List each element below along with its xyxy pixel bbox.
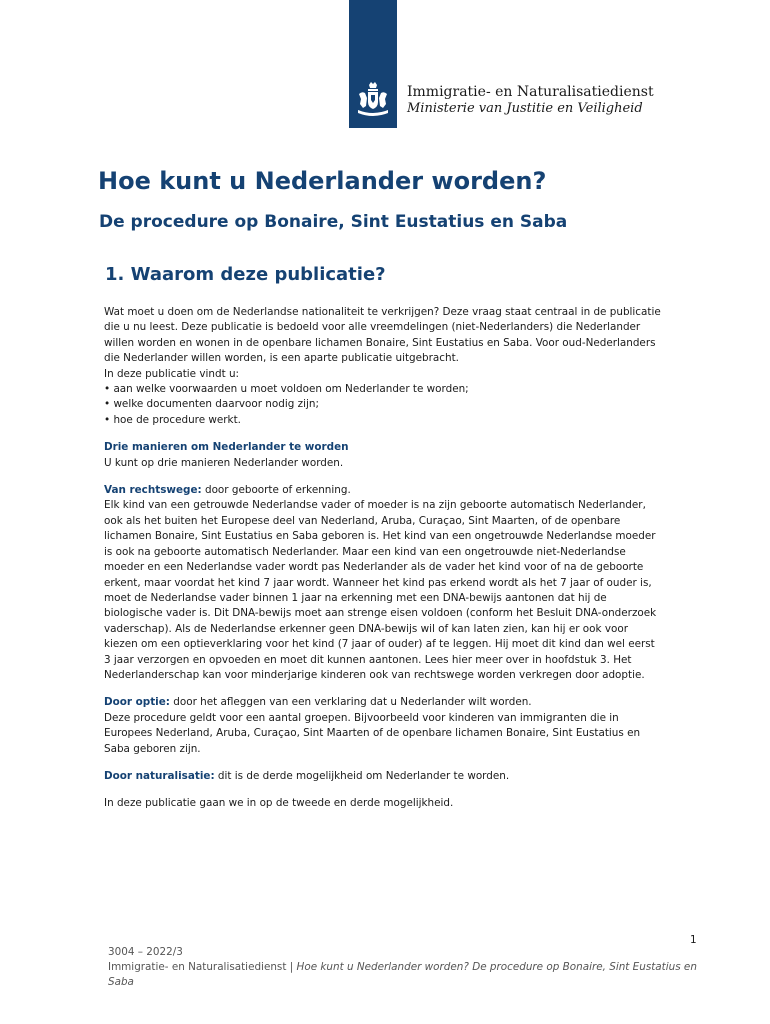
by-naturalisation-lead bbox=[104, 769, 664, 784]
footer-line bbox=[108, 960, 708, 990]
by-option-paragraph: Deze procedure geldt voor een aantal groepen. Bijvoorbeeld voor kinderen van immigranten die in Europees Nederland, Aruba, Curaçao, Sint Maarten of de openbare lichamen Bonaire, Sint Eustatius en Saba geboren zijn. bbox=[104, 711, 641, 755]
ministry-name: Ministerie van Justitie en Veiligheid bbox=[407, 101, 643, 116]
list-item: • hoe de procedure werkt. bbox=[104, 413, 664, 428]
page-footer bbox=[108, 945, 708, 990]
intro-list-lead: In deze publicatie vindt u: bbox=[104, 367, 240, 380]
organisation-block bbox=[407, 84, 654, 117]
closing-paragraph: In deze publicatie gaan we in op de tweede en derde mogelijkheid. bbox=[104, 797, 454, 810]
page-number: 1 bbox=[690, 934, 697, 946]
three-ways-heading: Drie manieren om Nederlander te worden bbox=[104, 441, 349, 454]
page-title: Hoe kunt u Nederlander worden? bbox=[98, 167, 547, 195]
dutch-coat-of-arms-icon bbox=[353, 80, 393, 120]
page-subtitle: De procedure op Bonaire, Sint Eustatius en Saba bbox=[99, 212, 568, 232]
footer-org: Immigratie- en Naturalisatiedienst | bbox=[108, 961, 297, 973]
logo-band bbox=[349, 0, 397, 128]
intro-bullet-list bbox=[104, 382, 664, 428]
by-option-lead-text: door het afleggen van een verklaring dat u Nederlander wilt worden. bbox=[169, 696, 532, 709]
footer-code: 3004 – 2022/3 bbox=[108, 946, 183, 958]
section-heading: 1. Waarom deze publicatie? bbox=[105, 264, 386, 285]
by-naturalisation-lead-text: dit is de derde mogelijkheid om Nederlander te worden. bbox=[214, 769, 510, 782]
list-item: • aan welke voorwaarden u moet voldoen om Nederlander te worden; bbox=[104, 382, 664, 397]
intro-paragraph: Wat moet u doen om de Nederlandse nationaliteit te verkrijgen? Deze vraag staat centraal in de publicatie die u nu leest. Deze publicatie is bedoeld voor alle vreemdelingen (niet-Nederlanders) die Nederlander willen worden en wonen in de openbare lichamen Bonaire, Sint Eustatius en Saba. Voor oud-Nederlanders die Nederlander willen worden, is een aparte publicatie uitgebracht. bbox=[104, 306, 661, 365]
by-law-lead-text: door geboorte of erkenning. bbox=[201, 484, 351, 497]
footer-doc-title: Hoe kunt u Nederlander worden? De procedure op Bonaire, Sint Eustatius en Saba bbox=[108, 961, 697, 988]
by-option-lead bbox=[104, 695, 664, 710]
document-body bbox=[104, 305, 664, 812]
by-law-lead bbox=[104, 483, 664, 498]
three-ways-text: U kunt op drie manieren Nederlander worden. bbox=[104, 456, 344, 469]
by-law-label: Van rechtswege: bbox=[104, 484, 202, 497]
list-item: • welke documenten daarvoor nodig zijn; bbox=[104, 397, 664, 412]
by-option-label: Door optie: bbox=[104, 696, 170, 709]
by-naturalisation-label: Door naturalisatie: bbox=[104, 769, 215, 782]
organisation-name: Immigratie- en Naturalisatiedienst bbox=[407, 84, 654, 100]
by-law-paragraph: Elk kind van een getrouwde Nederlandse vader of moeder is na zijn geboorte automatisch Nederlander, ook als het buiten het Europese deel van Nederland, Aruba, Curaçao, Sint Maarten, of de openbare lichamen Bonaire, Sint Eustatius en Saba geboren is. Het kind van een ongetrouwde Nederlandse moeder is ook na geboorte automatisch Nederlander. Maar een kind van een ongetrouwde niet-Nederlandse moeder en een Nederlandse vader wordt pas Nederlander als de vader het kind voor of na de geboorte erkent, maar voordat het kind 7 jaar wordt. Wanneer het kind pas erkend wordt als het 7 jaar of ouder is, moet de Nederlandse vader binnen 1 jaar na erkenning met een DNA-bewijs aantonen dat hij de biologische vader is. Dit DNA-bewijs moet aan strenge eisen voldoen (conform het Besluit DNA-onderzoek vaderschap). Als de Nederlandse erkenner geen DNA-bewijs wil of kan laten zien, kan hij er ook voor kiezen om een optieverklaring voor het kind (7 jaar of ouder) af te leggen. Hij moet dit kind dan wel eerst 3 jaar verzorgen en opvoeden en moet dit kunnen aantonen. Lees hier meer over in hoofdstuk 3. Het Nederlanderschap kan voor minderjarige kinderen ook van rechtswege worden verkregen door adoptie. bbox=[104, 499, 657, 681]
